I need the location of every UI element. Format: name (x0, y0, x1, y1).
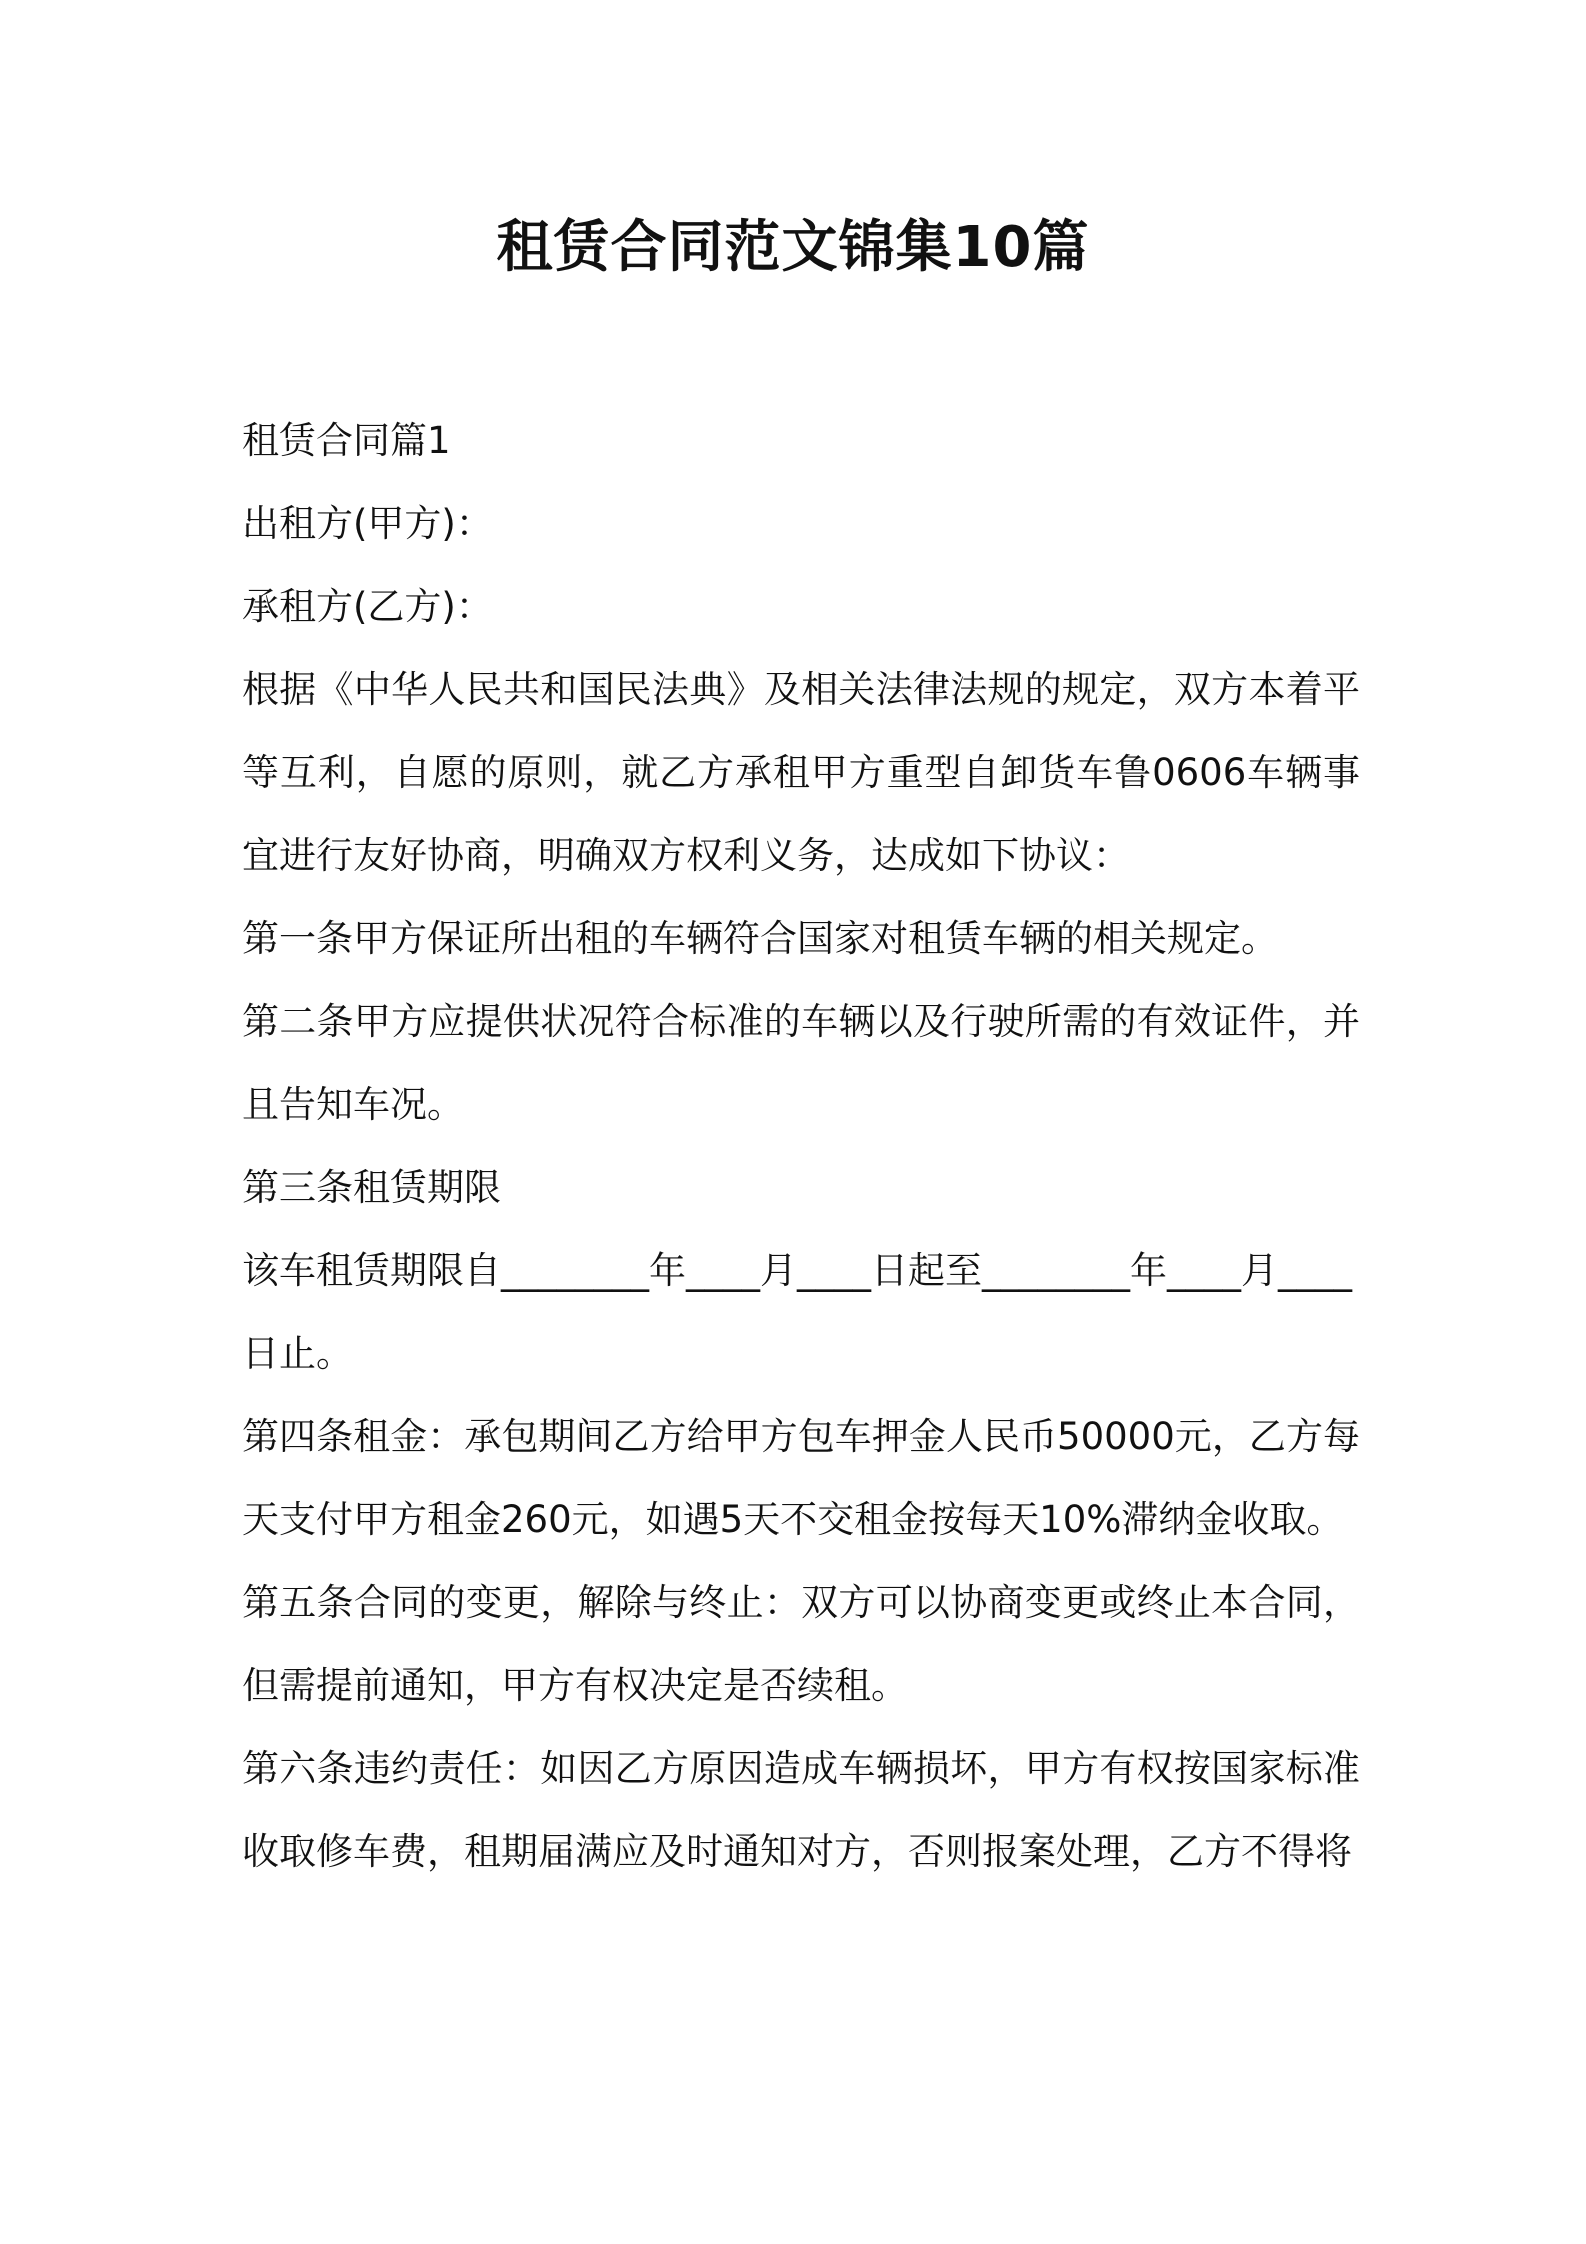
article-4: 第四条租金：承包期间乙方给甲方包车押金人民币50000元，乙方每天支付甲方租金260元，如遇5天不交租金按每天10%滞纳金收取。 (242, 1415, 1360, 1541)
document-body (242, 399, 1360, 1893)
lessee-line: 承租方(乙方)： (242, 585, 493, 628)
article-3-heading: 第三条租赁期限 (242, 1166, 501, 1209)
article-5: 第五条合同的变更，解除与终止：双方可以协商变更或终止本合同，但需提前通知，甲方有权决定是否续租。 (242, 1581, 1360, 1707)
article-1: 第一条甲方保证所出租的车辆符合国家对租赁车辆的相关规定。 (242, 917, 1278, 960)
article-2: 第二条甲方应提供状况符合标准的车辆以及行驶所需的有效证件，并且告知车况。 (242, 1000, 1360, 1126)
preamble-paragraph: 根据《中华人民共和国民法典》及相关法律法规的规定，双方本着平等互利，自愿的原则，就乙方承租甲方重型自卸货车鲁0606车辆事宜进行友好协商，明确双方权利义务，达成如下协议： (242, 668, 1360, 877)
rental-period-line: 该车租赁期限自________年____月____日起至________年____月____日止。 (242, 1249, 1352, 1375)
section-heading: 租赁合同篇1 (242, 419, 451, 462)
article-6: 第六条违约责任：如因乙方原因造成车辆损坏，甲方有权按国家标准收取修车费，租期届满应及时通知对方，否则报案处理，乙方不得将 (242, 1747, 1360, 1873)
document-title: 租赁合同范文锦集10篇 (496, 215, 1090, 280)
lessor-line: 出租方(甲方)： (242, 502, 493, 545)
